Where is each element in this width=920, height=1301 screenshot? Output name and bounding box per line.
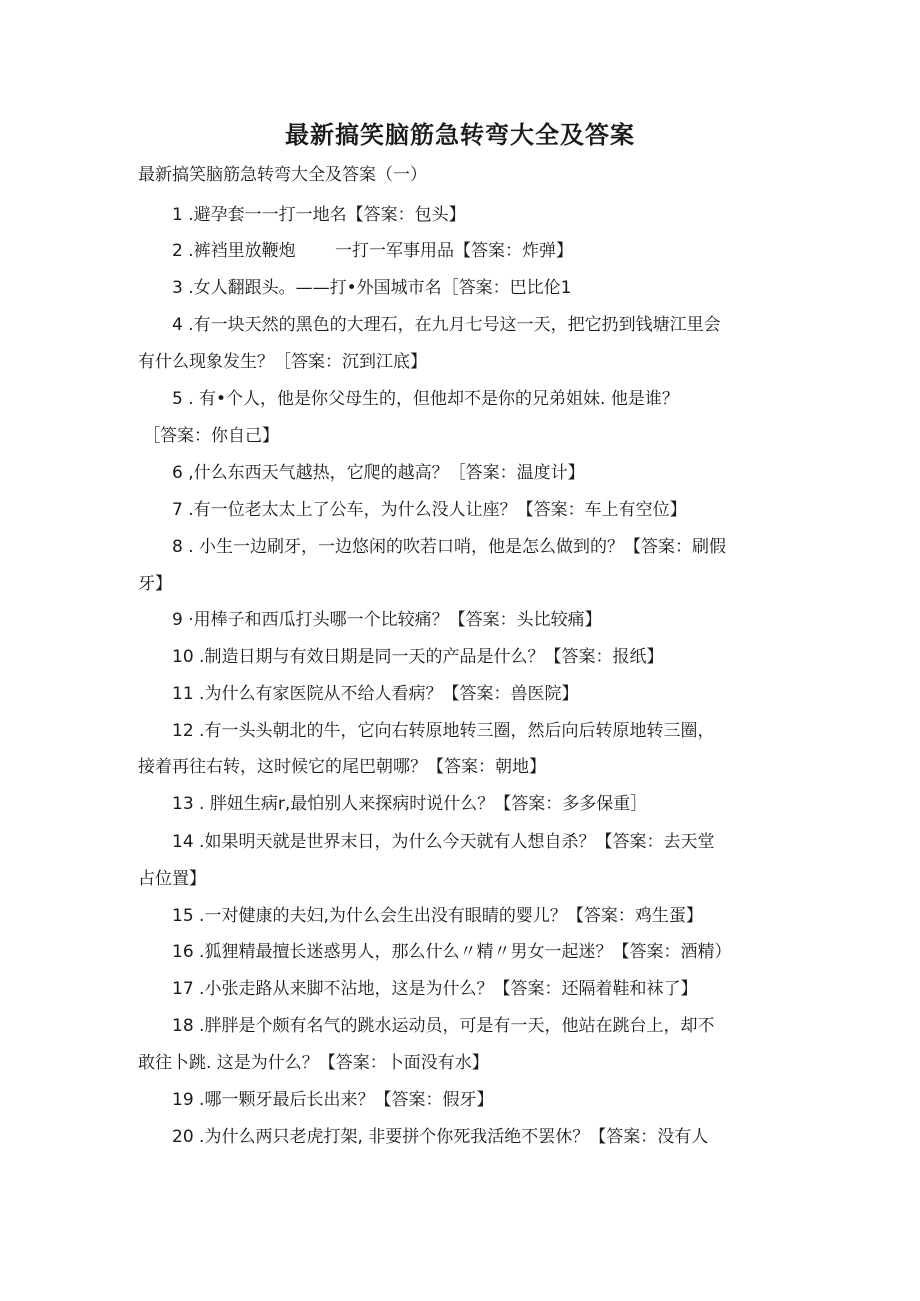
riddle-3-line-1: 3 .女人翻跟头。——打•外国城市名［答案：巴比伦1 — [172, 278, 572, 298]
riddle-17-line-1: 17 .小张走路从来脚不沾地，这是为什么？【答案：还隔着鞋和袜了】 — [172, 979, 698, 999]
riddle-13-line-1: 13 . 胖妞生病r,最怕别人来探病时说什么？【答案：多多保重］ — [172, 794, 648, 814]
riddle-20-line-1: 20 .为什么两只老虎打架, 非要拼个你死我活绝不罢休？【答案：没有人 — [172, 1127, 709, 1147]
riddle-18-line-2: 敢往卜跳. 这是为什么？【答案：卜面没有水】 — [138, 1053, 489, 1073]
riddle-8-line-1: 8 . 小生一边刷牙，一边悠闲的吹若口哨，他是怎么做到的？【答案：刷假 — [172, 537, 727, 557]
riddle-4-line-1: 4 .有一块天然的黑色的大理石，在九月七号这一天，把它扔到钱塘江里会 — [172, 315, 721, 335]
riddle-7-line-1: 7 .有一位老太太上了公车，为什么没人让座？【答案：车上有空位】 — [172, 500, 687, 520]
riddle-5-line-1: 5 . 有•个人，他是你父母生的，但他却不是你的兄弟姐妹. 他是谁？ — [172, 389, 679, 409]
riddle-19-line-1: 19 .哪一颗牙最后长出来？【答案：假牙】 — [172, 1090, 494, 1110]
riddle-9-line-1: 9 ·用棒子和西瓜打头哪一个比较痛？【答案：头比较痛】 — [172, 610, 602, 630]
riddle-16-line-1: 16 .狐狸精最擅长迷惑男人，那么什么〃精〃男女一起迷？【答案：酒精） — [172, 942, 732, 962]
riddle-11-line-1: 11 .为什么有家医院从不给人看病？【答案：兽医院】 — [172, 684, 579, 704]
riddle-10-line-1: 10 .制造日期与有效日期是同一天的产品是什么？【答案：报纸】 — [172, 647, 664, 667]
document-title: 最新搞笑脑筋急转弯大全及答案 — [285, 121, 635, 149]
riddle-1-line-1: 1 .避孕套一一打一地名【答案：包头】 — [172, 205, 466, 225]
riddle-14-line-2: 占位置】 — [138, 869, 206, 889]
riddle-15-line-1: 15 .一对健康的夫妇,为什么会生出没有眼睛的婴儿？【答案：鸡生蛋】 — [172, 906, 703, 926]
riddle-2-line-1: 2 .裤裆里放鞭炮 一打一军事用品【答案：炸弹】 — [172, 241, 574, 261]
riddle-18-line-1: 18 .胖胖是个颇有名气的跳水运动员，可是有一天，他站在跳台上，却不 — [172, 1016, 715, 1036]
riddle-8-line-2: 牙】 — [138, 574, 172, 594]
document-subtitle: 最新搞笑脑筋急转弯大全及答案（一） — [138, 165, 427, 185]
riddle-6-line-1: 6 ,什么东西天气越热，它爬的越高？［答案：温度计】 — [172, 463, 585, 483]
riddle-12-line-1: 12 .有一头头朝北的牛，它向右转原地转三圈，然后向后转原地转三圈， — [172, 721, 715, 741]
riddle-14-line-1: 14 .如果明天就是世界末日，为什么今天就有人想自杀？【答案：去天堂 — [172, 832, 715, 852]
riddle-4-line-2: 有什么现象发生？［答案：沉到江底】 — [138, 352, 427, 372]
riddle-12-line-2: 接着再往右转，这时候它的尾巴朝哪？【答案：朝地】 — [138, 757, 546, 777]
riddle-5-line-2: ［答案：你自己】 — [143, 426, 279, 446]
